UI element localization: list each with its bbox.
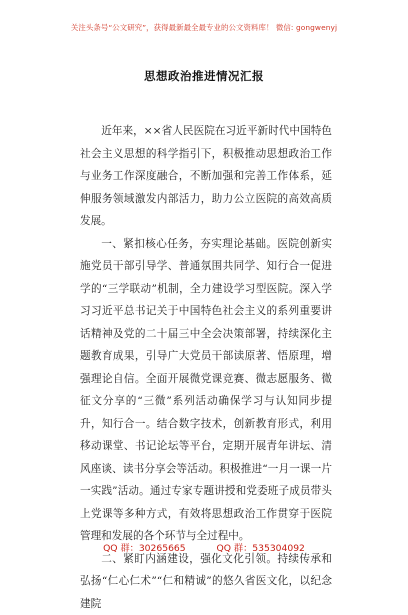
paragraph-section-2: 二、紧盯内涵建设，强化文化引领。持续传承和弘扬“仁心仁术”“仁和精诚”的悠久省医文化，以纪念建院	[80, 548, 332, 615]
document-title: 思想政治推进情况汇报	[0, 68, 408, 84]
footer-qq-group-1: QQ 群：30265665	[103, 543, 186, 554]
footer-contact	[0, 540, 408, 554]
header-banner: 关注头条号“公文研究”，获得最新最全最专业的公文资料库！ 微信: gongwenyj	[0, 22, 408, 33]
paragraph-section-1: 一、紧扣核心任务，夯实理论基础。医院创新实施党员干部引导学、普通氛围共同学、知行合一促进学的“三学联动”机制，全力建设学习型医院。深入学习习近平总书记关于中国特色社会主义的系列重要讲话精神及党的二十届三中全会决策部署，持续深化主题教育成果，引导广大党员干部读原著、悟原理，增强理论自信。全面开展微党课竞赛、微志愿服务、微征文分享的“三微”系列活动确保学习与认知同步提升，知行合一。结合数字技术，创新教育形式，利用移动课堂、书记论坛等平台，定期开展青年讲坛、清风座谈、读书分享会等活动。积极推进“一月一课一片一实践”活动。通过专家专题讲授和党委班子成员带头上党课等多种方式，有效将思想政治工作贯穿于医院管理和发展的各个环节与全过程中。	[80, 233, 332, 548]
paragraph-intro: 近年来，××省人民医院在习近平新时代中国特色社会主义思想的科学指引下，积极推动思想政治工作与业务工作深度融合，不断加强和完善工作体系，延伸服务领域激发内部活力，助力公立医院的高效高质发展。	[80, 120, 332, 233]
footer-qq-group-2: QQ 群：535304092	[217, 543, 305, 554]
